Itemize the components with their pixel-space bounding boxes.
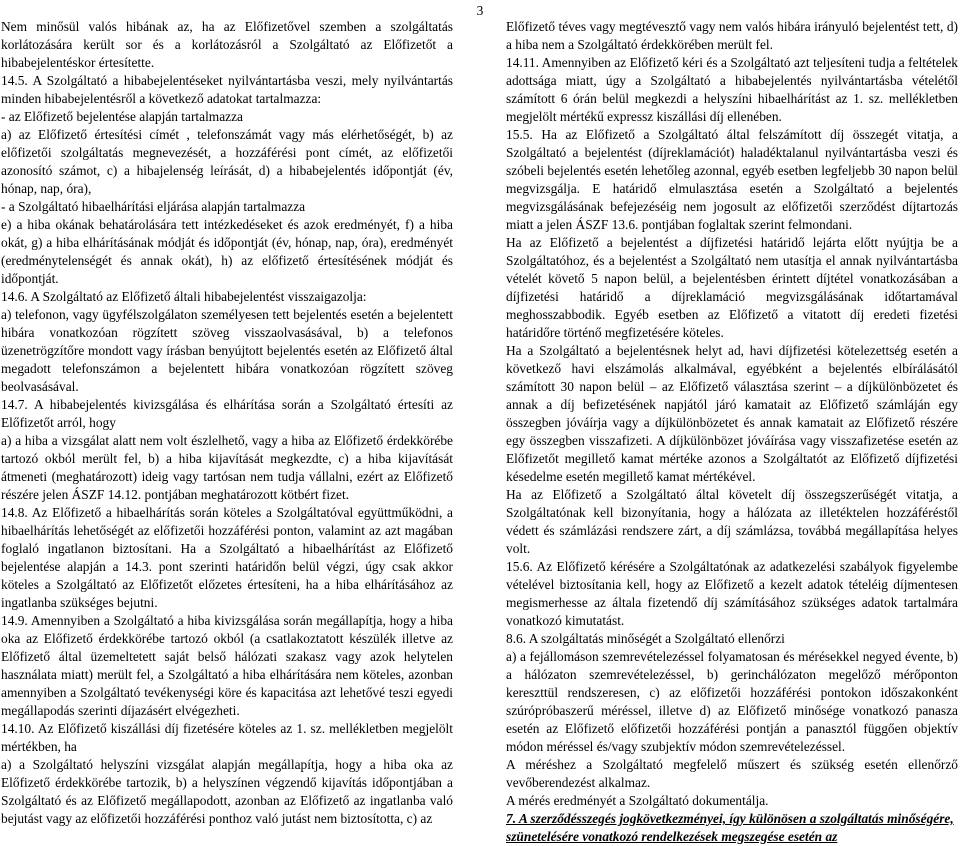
paragraph: a) az Előfizető értesítési címét , telefonszámát vagy más elérhetőségét, b) az előfizetői szolgáltatás megnevezését, a hozzáférési pont címét, az előfizetői azonosító számot, c) a hibajelenség leírását, d) a hibabejelentés időpontját (év, hónap, nap, óra),	[1, 127, 453, 196]
paragraph: a) a Szolgáltató helyszíni vizsgálat alapján megállapítja, hogy a hiba oka az Előfizető érdekkörébe tartozik, b) a helyszínen végzendő kijavítás időpontjában a Szolgáltató és az Előfizető megállapodott, azonban az Előfizető az ingatlanba való bejutást vagy az előfizetői hozzáférési ponthoz való jutást nem biztosította, c) az	[1, 757, 453, 826]
paragraph: Nem minősül valós hibának az, ha az Előfizetővel szemben a szolgáltatás korlátozására került sor és a korlátozásról a Szolgáltató az Előfizetőt a hibabejelentéskor értesítette.	[1, 19, 453, 70]
paragraph: a) a fejállomáson szemrevételezéssel folyamatosan és mérésekkel negyed évente, b) a hálózaton szemrevételezéssel, b) gerinchálózaton megelőző mérőponton kereszttül rendszeresen, c) az előfizetői hozzáférési pontokon időszakonként szúrópróbaszerű méréssel, illetve d) az Előfizető minősége vonatkozó panasza esetén az Előfizető előfizetői hozzáférési pontján a panasztól függően objektív módon méréssel és/vagy szubjektív módon szemrevételezéssel.	[506, 649, 958, 754]
paragraph: Ha a Szolgáltató a bejelentésnek helyt ad, havi díjfizetési kötelezettség esetén a következő havi elszámolás alkalmával, egyébként a bejelentés elbírálásától számított 30 napon belül – az Előfizető választása szerint – a díjkülönbözetet és annak a díj befizetésének napjától járó kamatait az Előfizető számláján egy összegben jóváírja vagy a díjkülönbözetet és annak kamatait az Előfizető részére egy összegben visszafizeti. A díjkülönbözet jóváírása vagy visszafizetése esetén az Előfizetőt megillető kamat mértéke azonos a Szolgáltatót az Előfizető díjfizetési késedelme esetén megillető kamat mértékével.	[506, 343, 958, 484]
paragraph: 14.7. A hibabejelentés kivizsgálása és elhárítása során a Szolgáltató értesíti az Előfizetőt arról, hogy	[1, 397, 453, 430]
paragraph: - a Szolgáltató hibaelhárítási eljárása alapján tartalmazza	[1, 199, 306, 214]
left-column	[1, 18, 453, 828]
paragraph: Ha az Előfizető a Szolgáltató által követelt díj összegszerűségét vitatja, a Szolgáltatónak kell bizonyítania, hogy a hálózata az illetéktelen hozzáféréstől védett és számlázási rendszere zárt, a díj számlázsa, továbbá megállapítása helyes volt.	[506, 487, 958, 556]
paragraph: A méréshez a Szolgáltató megfelelő műszert és szükség esetén ellenőrző vevőberendezést alkalmaz.	[506, 757, 958, 790]
paragraph: Ha az Előfizető a bejelentést a díjfizetési határidő lejárta előtt nyújtja be a Szolgáltatóhoz, és a bejelentést a Szolgáltató nem utasítja el annak nyilvántartásba vételét követő 5 napon belül, a bejelentésben érintett díjtétel vonatkozásában a díjfizetési határidő a díjreklamáció megvizsgálásának időtartamával meghosszabbodik. Egyéb esetben az Előfizető a vitatott díj eredeti fizetési határidőre történő megfizetésére köteles.	[506, 235, 958, 340]
paragraph: Előfizető téves vagy megtévesztő vagy nem valós hibára irányuló bejelentést tett, d) a hiba nem a Szolgáltató érdekkörében merült fel.	[506, 19, 958, 52]
paragraph: - az Előfizető bejelentése alapján tartalmazza	[1, 109, 243, 124]
paragraph: 14.8. Az Előfizető a hibaelhárítás során köteles a Szolgáltatóval együttműködni, a hibaelhárítás lehetőségét az előfizetői hozzáférési ponton, valamint az azt magában foglaló ingatlanon biztosítani. Ha a Szolgáltató a hibaelhárítást az Előfizető bejelentése alapján a 14.3. pont szerinti határidőn belül végzi, úgy csak akkor köteles a Szolgáltató az Előfizetőt előzetes értesíteni, ha a hiba elhárításához az ingatlanba szükséges bejutni.	[1, 505, 453, 610]
page-number: 3	[476, 3, 484, 18]
paragraph: 14.10. Az Előfizető kiszállási díj fizetésére köteles az 1. sz. mellékletben megjelölt mértékben, ha	[1, 721, 453, 754]
paragraph: 14.11. Amennyiben az Előfizető kéri és a Szolgáltató azt teljesíteni tudja a feltételek adottsága miatt, úgy a Szolgáltató a hibabejelentés nyilvántartásba vételétől számított 6 órán belül megkezdi a helyszíni hibaelhárítást az 1. sz. mellékletben megjelölt mértékű expressz kiszállási díj ellenében.	[506, 55, 958, 124]
paragraph: 14.5. A Szolgáltató a hibabejelentéseket nyilvántartásba veszi, mely nyilvántartás minden hibabejelentésről a következő adatokat tartalmazza:	[1, 73, 453, 106]
paragraph: 15.6. Az Előfizető kérésére a Szolgáltatónak az adatkezelési szabályok figyelembe vételével biztosítania kell, hogy az Előfizető a kezelt adatok tételéig díjmentesen megismerhesse az általa fizetendő díj számításához szükséges adatok tartalmára vonatkozó kimutatást.	[506, 559, 958, 628]
paragraph: A mérés eredményét a Szolgáltató dokumentálja.	[506, 793, 769, 808]
paragraph: 14.9. Amennyiben a Szolgáltató a hiba kivizsgálása során megállapítja, hogy a hiba oka az Előfizető érdekkörébe tartozó okból (a csatlakoztatott készülék illetve az Előfizető által üzemeltetett saját belső hálózati szakasz vagy azok helytelen használata miatt) merült fel, a Szolgáltató a hiba elhárítására nem köteles, azonban amennyiben a Szolgáltató tevékenységi köre és kapacitása azt lehetővé teszi egyedi megállapodás szerinti díjazásért elvégezheti.	[1, 613, 453, 718]
right-column	[506, 18, 958, 846]
paragraph: e) a hiba okának behatárolására tett intézkedéseket és azok eredményét, f) a hiba okát, g) a hiba elhárításának módját és időpontját (év, hónap, nap, óra), eredményét (eredménytelenségét és annak okát), h) az előfizető értesítésének módját és időpontját.	[1, 217, 453, 286]
paragraph: a) a hiba a vizsgálat alatt nem volt észlelhető, vagy a hiba az Előfizető érdekkörébe tartozó okból merült fel, b) a hiba kijavítását megkezdte, c) a hiba kijavítását átmeneti (meghatározott) ideig vagy tartósan nem tudja vállalni, ezért az Előfizető részére jelen ÁSZF 14.12. pontjában meghatározott kötbért fizet.	[1, 433, 453, 502]
paragraph: a) telefonon, vagy ügyfélszolgálaton személyesen tett bejelentés esetén a bejelentett hibára vonatkozóan rögzített szöveg visszaolvasásával, b) a telefonos üzenetrögzítőre mondott vagy írásban benyújtott bejelentés esetén az Előfizető által megadott telefonszámon a bejelentett hibára vonatkozóan rögzített szöveg beolvasásával.	[1, 307, 453, 394]
paragraph: 8.6. A szolgáltatás minőségét a Szolgáltató ellenőrzi	[506, 631, 785, 646]
section-heading: 7. A szerződésszegés jogkövetkezményei, így különösen a szolgáltatás minőségére, szünetelésére vonatkozó rendelkezések megszegése esetén az	[506, 811, 954, 844]
paragraph: 15.5. Ha az Előfizető a Szolgáltató által felszámított díj összegét vitatja, a Szolgáltató a bejelentést (díjreklamációt) haladéktalanul nyilvántartásba veszi és szóbeli bejelentés esetén lehetőleg azonnal, egyéb esetben legfeljebb 30 napon belül megvizsgálja. E határidő elmulasztása esetén a Szolgáltató a bejelentés megvizsgálásának befejezéséig nem jogosult az előfizetői szerződést díjtartozás miatt a jelen ÁSZF 13.6. pontjában foglaltak szerint felmondani.	[506, 127, 958, 232]
paragraph: 14.6. A Szolgáltató az Előfizető általi hibabejelentést visszaigazolja:	[1, 289, 367, 304]
